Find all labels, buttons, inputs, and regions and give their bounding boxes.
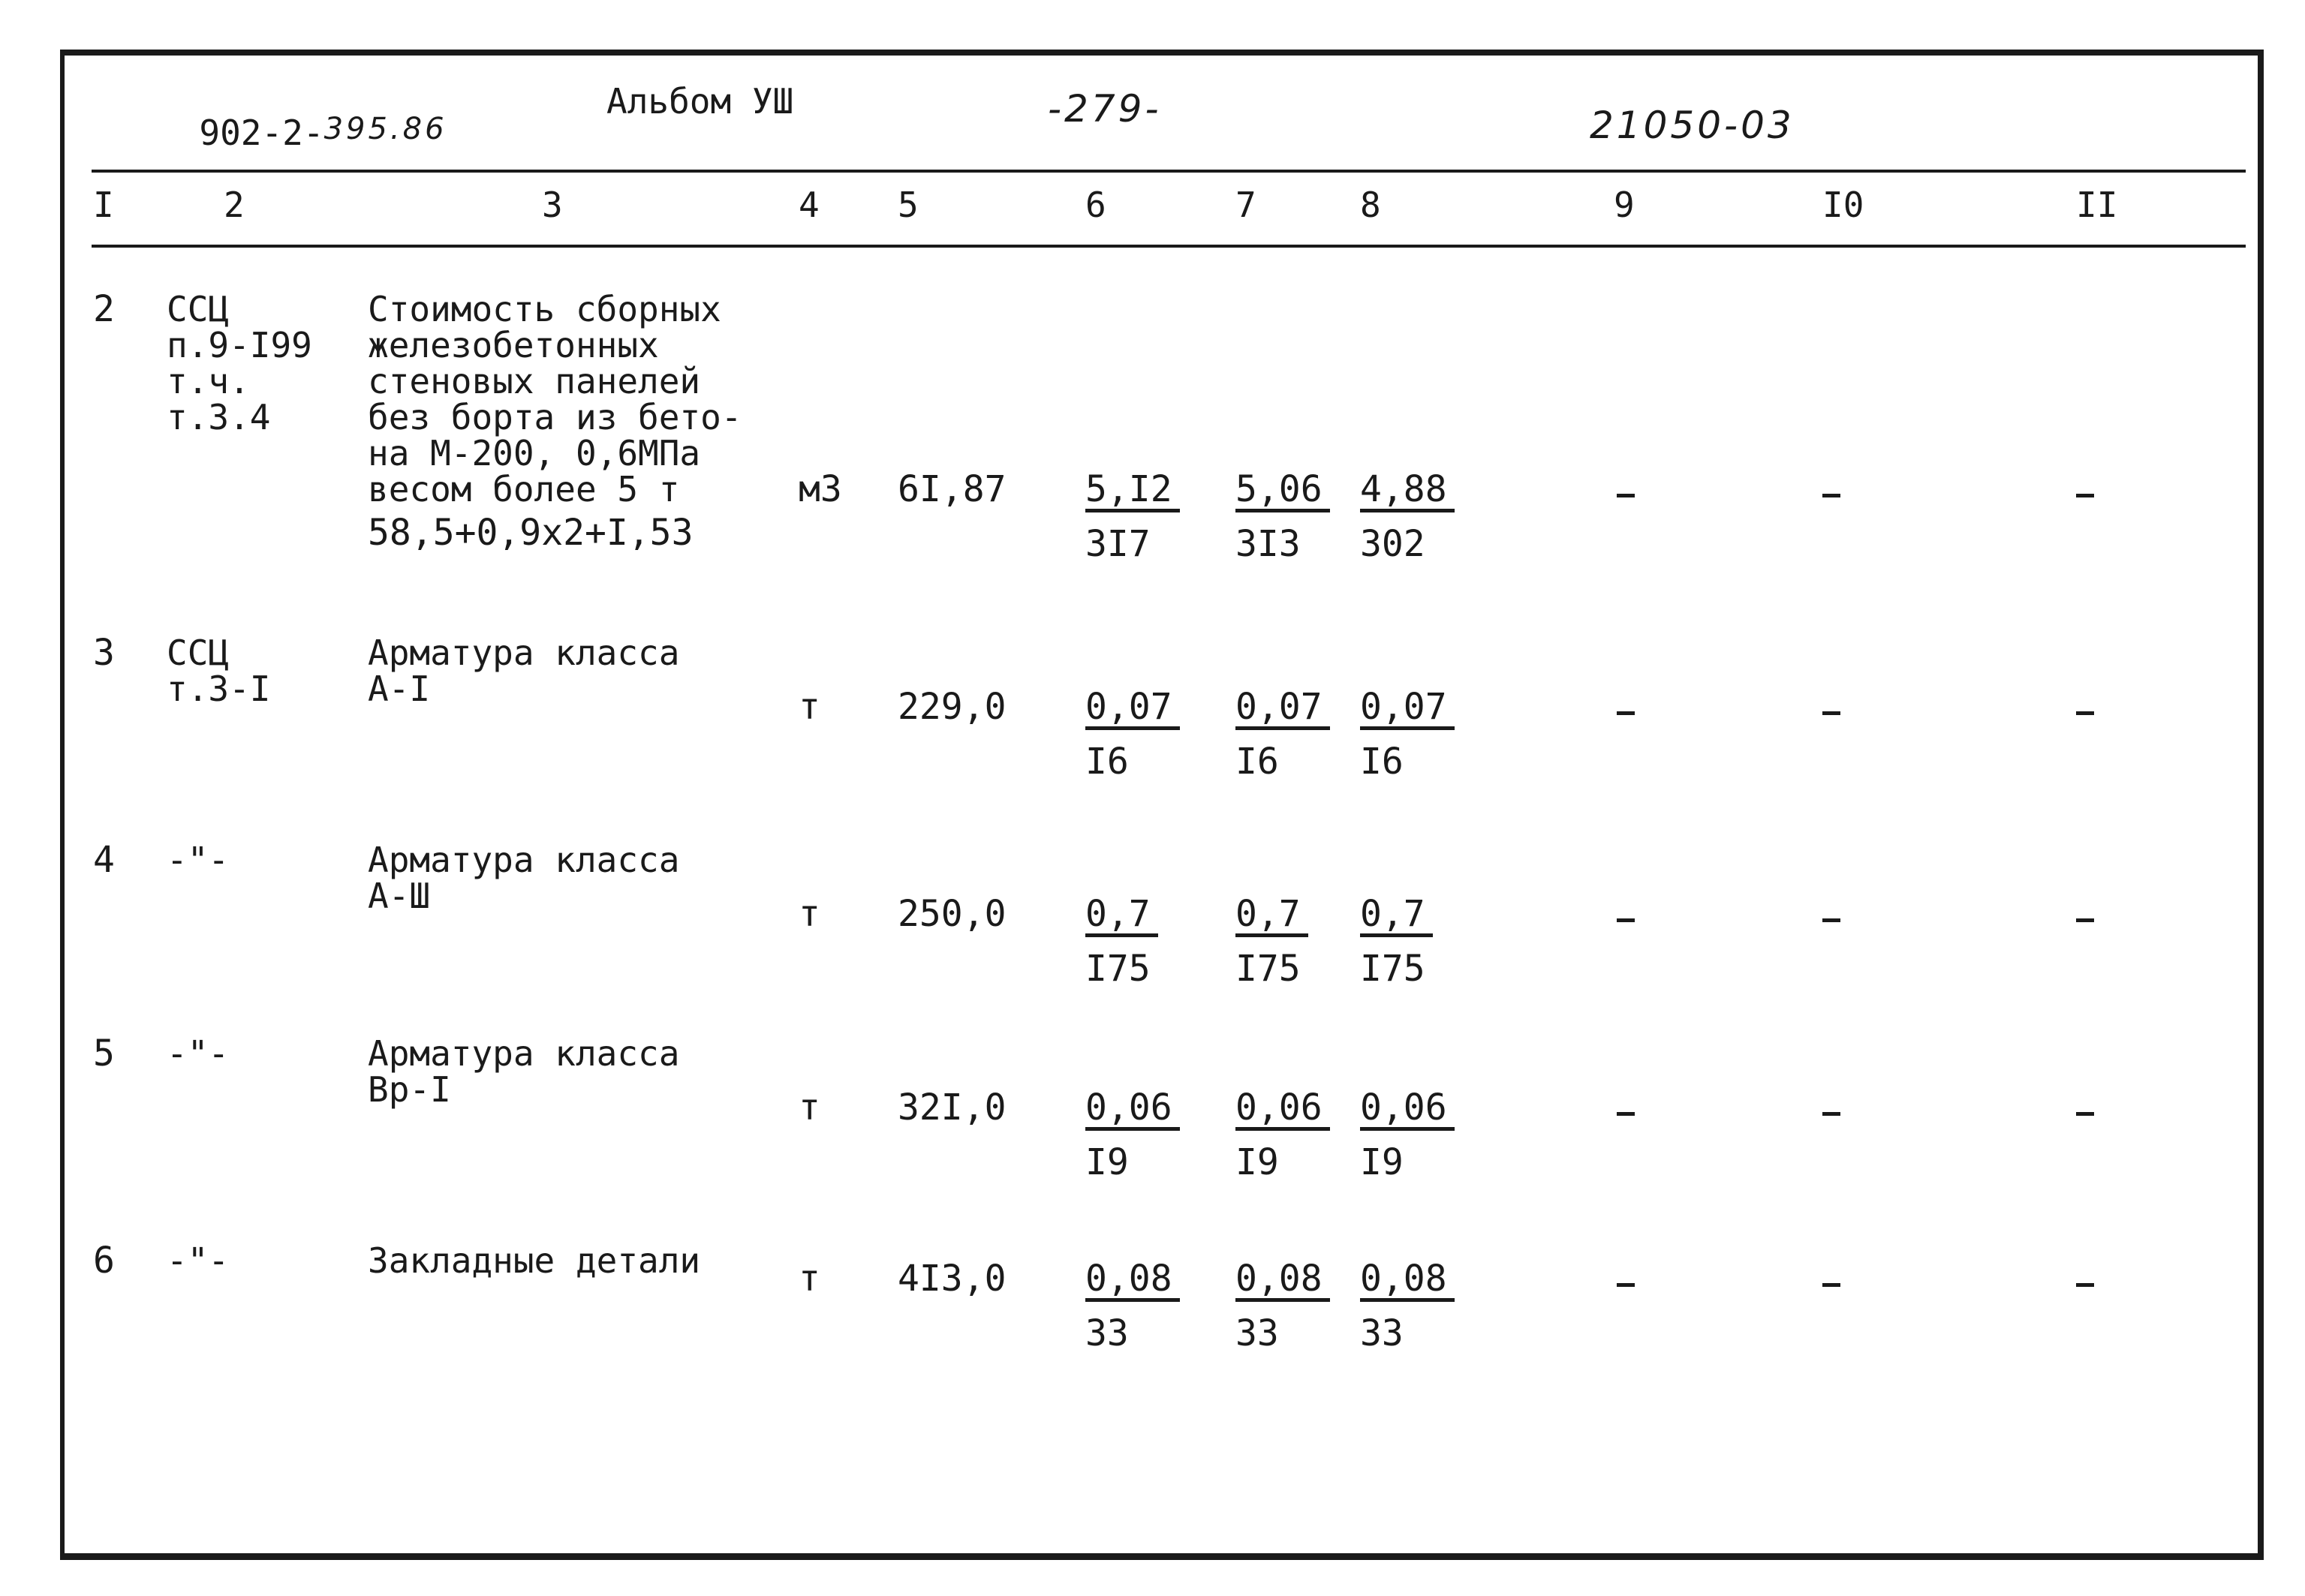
fraction-c6 bbox=[1085, 1087, 1180, 1183]
fraction-denominator: 302 bbox=[1360, 523, 1425, 565]
unit: т bbox=[799, 1087, 820, 1129]
empty-dash-c9 bbox=[1617, 918, 1635, 922]
unit: т bbox=[799, 893, 820, 935]
unit: т bbox=[799, 1258, 820, 1300]
empty-dash-c10 bbox=[1822, 1112, 1840, 1116]
page-number: -279- bbox=[1048, 87, 1162, 131]
header-rule-top bbox=[92, 170, 2246, 173]
fraction-numerator: 5,I2 bbox=[1085, 471, 1180, 512]
fraction-numerator: 0,06 bbox=[1360, 1090, 1455, 1131]
empty-dash-c10 bbox=[1822, 494, 1840, 497]
reference: ССЦ п.9-I99 т.ч. т.3.4 bbox=[167, 289, 312, 437]
column-header-8: 8 bbox=[1360, 185, 1381, 225]
fraction-c6 bbox=[1085, 1258, 1180, 1354]
column-header-10: I0 bbox=[1822, 185, 1864, 225]
fraction-c8 bbox=[1360, 468, 1455, 565]
fraction-numerator: 0,06 bbox=[1235, 1090, 1330, 1131]
fraction-c8 bbox=[1360, 686, 1455, 783]
fraction-c8 bbox=[1360, 893, 1433, 990]
header-rule-bottom bbox=[92, 245, 2246, 248]
fraction-denominator: I75 bbox=[1235, 948, 1301, 990]
fraction-denominator: I75 bbox=[1360, 948, 1425, 990]
column-header-5: 5 bbox=[898, 185, 919, 225]
empty-dash-c10 bbox=[1822, 1283, 1840, 1287]
fraction-denominator: I9 bbox=[1360, 1141, 1404, 1183]
fraction-c8 bbox=[1360, 1258, 1455, 1354]
unit: м3 bbox=[799, 468, 842, 510]
fraction-numerator: 0,08 bbox=[1085, 1261, 1180, 1302]
album-label: Альбом УШ bbox=[606, 81, 794, 122]
unit: т bbox=[799, 686, 820, 728]
description: Закладные детали bbox=[368, 1240, 701, 1281]
unit-price: 32I,0 bbox=[898, 1087, 1007, 1129]
fraction-numerator: 0,08 bbox=[1235, 1261, 1330, 1302]
fraction-numerator: 0,07 bbox=[1085, 689, 1180, 730]
fraction-numerator: 0,7 bbox=[1085, 896, 1158, 937]
fraction-denominator: 3I3 bbox=[1235, 523, 1301, 565]
unit-price: 6I,87 bbox=[898, 468, 1007, 510]
empty-dash-c9 bbox=[1617, 494, 1635, 497]
description: Стоимость сборных железобетонных стеновых панелей без борта из бето- на М-200, 0,6МПа весом более 5 т bbox=[368, 289, 742, 509]
empty-dash-c11 bbox=[2076, 918, 2094, 922]
fraction-denominator: I9 bbox=[1085, 1141, 1129, 1183]
column-header-4: 4 bbox=[799, 185, 820, 225]
doc-code bbox=[158, 81, 447, 153]
empty-dash-c9 bbox=[1617, 711, 1635, 715]
fraction-c7 bbox=[1235, 893, 1308, 990]
row-number: 4 bbox=[93, 839, 115, 881]
column-header-7: 7 bbox=[1235, 185, 1256, 225]
fraction-numerator: 0,08 bbox=[1360, 1261, 1455, 1302]
column-header-11: II bbox=[2076, 185, 2118, 225]
fraction-denominator: 33 bbox=[1235, 1312, 1279, 1354]
column-header-9: 9 bbox=[1614, 185, 1635, 225]
fraction-c6 bbox=[1085, 686, 1180, 783]
fraction-c6 bbox=[1085, 893, 1158, 990]
row-number: 5 bbox=[93, 1032, 115, 1075]
column-header-3: 3 bbox=[542, 185, 563, 225]
fraction-denominator: 33 bbox=[1085, 1312, 1129, 1354]
column-header-1: I bbox=[93, 185, 114, 225]
description: Арматура класса А-Ш bbox=[368, 840, 680, 916]
doc-number: 21050-03 bbox=[1590, 104, 1795, 147]
formula: 58,5+0,9х2+I,53 bbox=[368, 512, 694, 554]
fraction-denominator: I9 bbox=[1235, 1141, 1279, 1183]
description: Арматура класса Вр-I bbox=[368, 1033, 680, 1110]
fraction-numerator: 0,7 bbox=[1235, 896, 1308, 937]
fraction-c7 bbox=[1235, 1087, 1330, 1183]
fraction-denominator: 33 bbox=[1360, 1312, 1404, 1354]
reference: -"- bbox=[167, 840, 230, 880]
empty-dash-c9 bbox=[1617, 1112, 1635, 1116]
fraction-numerator: 0,07 bbox=[1235, 689, 1330, 730]
column-header-2: 2 bbox=[224, 185, 245, 225]
unit-price: 250,0 bbox=[898, 893, 1007, 935]
fraction-numerator: 5,06 bbox=[1235, 471, 1330, 512]
description: Арматура класса А-I bbox=[368, 633, 680, 709]
fraction-c7 bbox=[1235, 1258, 1330, 1354]
doc-code-handwritten: 395.86 bbox=[323, 112, 447, 146]
reference: -"- bbox=[167, 1033, 230, 1074]
unit-price: 4I3,0 bbox=[898, 1258, 1007, 1300]
reference: -"- bbox=[167, 1240, 230, 1281]
unit-price: 229,0 bbox=[898, 686, 1007, 728]
fraction-numerator: 0,07 bbox=[1360, 689, 1455, 730]
fraction-denominator: 3I7 bbox=[1085, 523, 1151, 565]
fraction-denominator: I6 bbox=[1235, 741, 1279, 783]
fraction-c7 bbox=[1235, 686, 1330, 783]
empty-dash-c11 bbox=[2076, 1112, 2094, 1116]
doc-code-printed: 902-2- bbox=[199, 113, 324, 153]
row-number: 3 bbox=[93, 632, 115, 674]
row-number: 2 bbox=[93, 288, 115, 330]
empty-dash-c11 bbox=[2076, 1283, 2094, 1287]
fraction-numerator: 0,06 bbox=[1085, 1090, 1180, 1131]
fraction-denominator: I6 bbox=[1360, 741, 1404, 783]
fraction-denominator: I75 bbox=[1085, 948, 1151, 990]
empty-dash-c9 bbox=[1617, 1283, 1635, 1287]
fraction-numerator: 4,88 bbox=[1360, 471, 1455, 512]
row-number: 6 bbox=[93, 1240, 115, 1282]
empty-dash-c10 bbox=[1822, 711, 1840, 715]
column-header-6: 6 bbox=[1085, 185, 1106, 225]
fraction-c6 bbox=[1085, 468, 1180, 565]
empty-dash-c10 bbox=[1822, 918, 1840, 922]
fraction-c8 bbox=[1360, 1087, 1455, 1183]
fraction-numerator: 0,7 bbox=[1360, 896, 1433, 937]
empty-dash-c11 bbox=[2076, 494, 2094, 497]
fraction-denominator: I6 bbox=[1085, 741, 1129, 783]
empty-dash-c11 bbox=[2076, 711, 2094, 715]
reference: ССЦ т.3-I bbox=[167, 633, 271, 709]
fraction-c7 bbox=[1235, 468, 1330, 565]
